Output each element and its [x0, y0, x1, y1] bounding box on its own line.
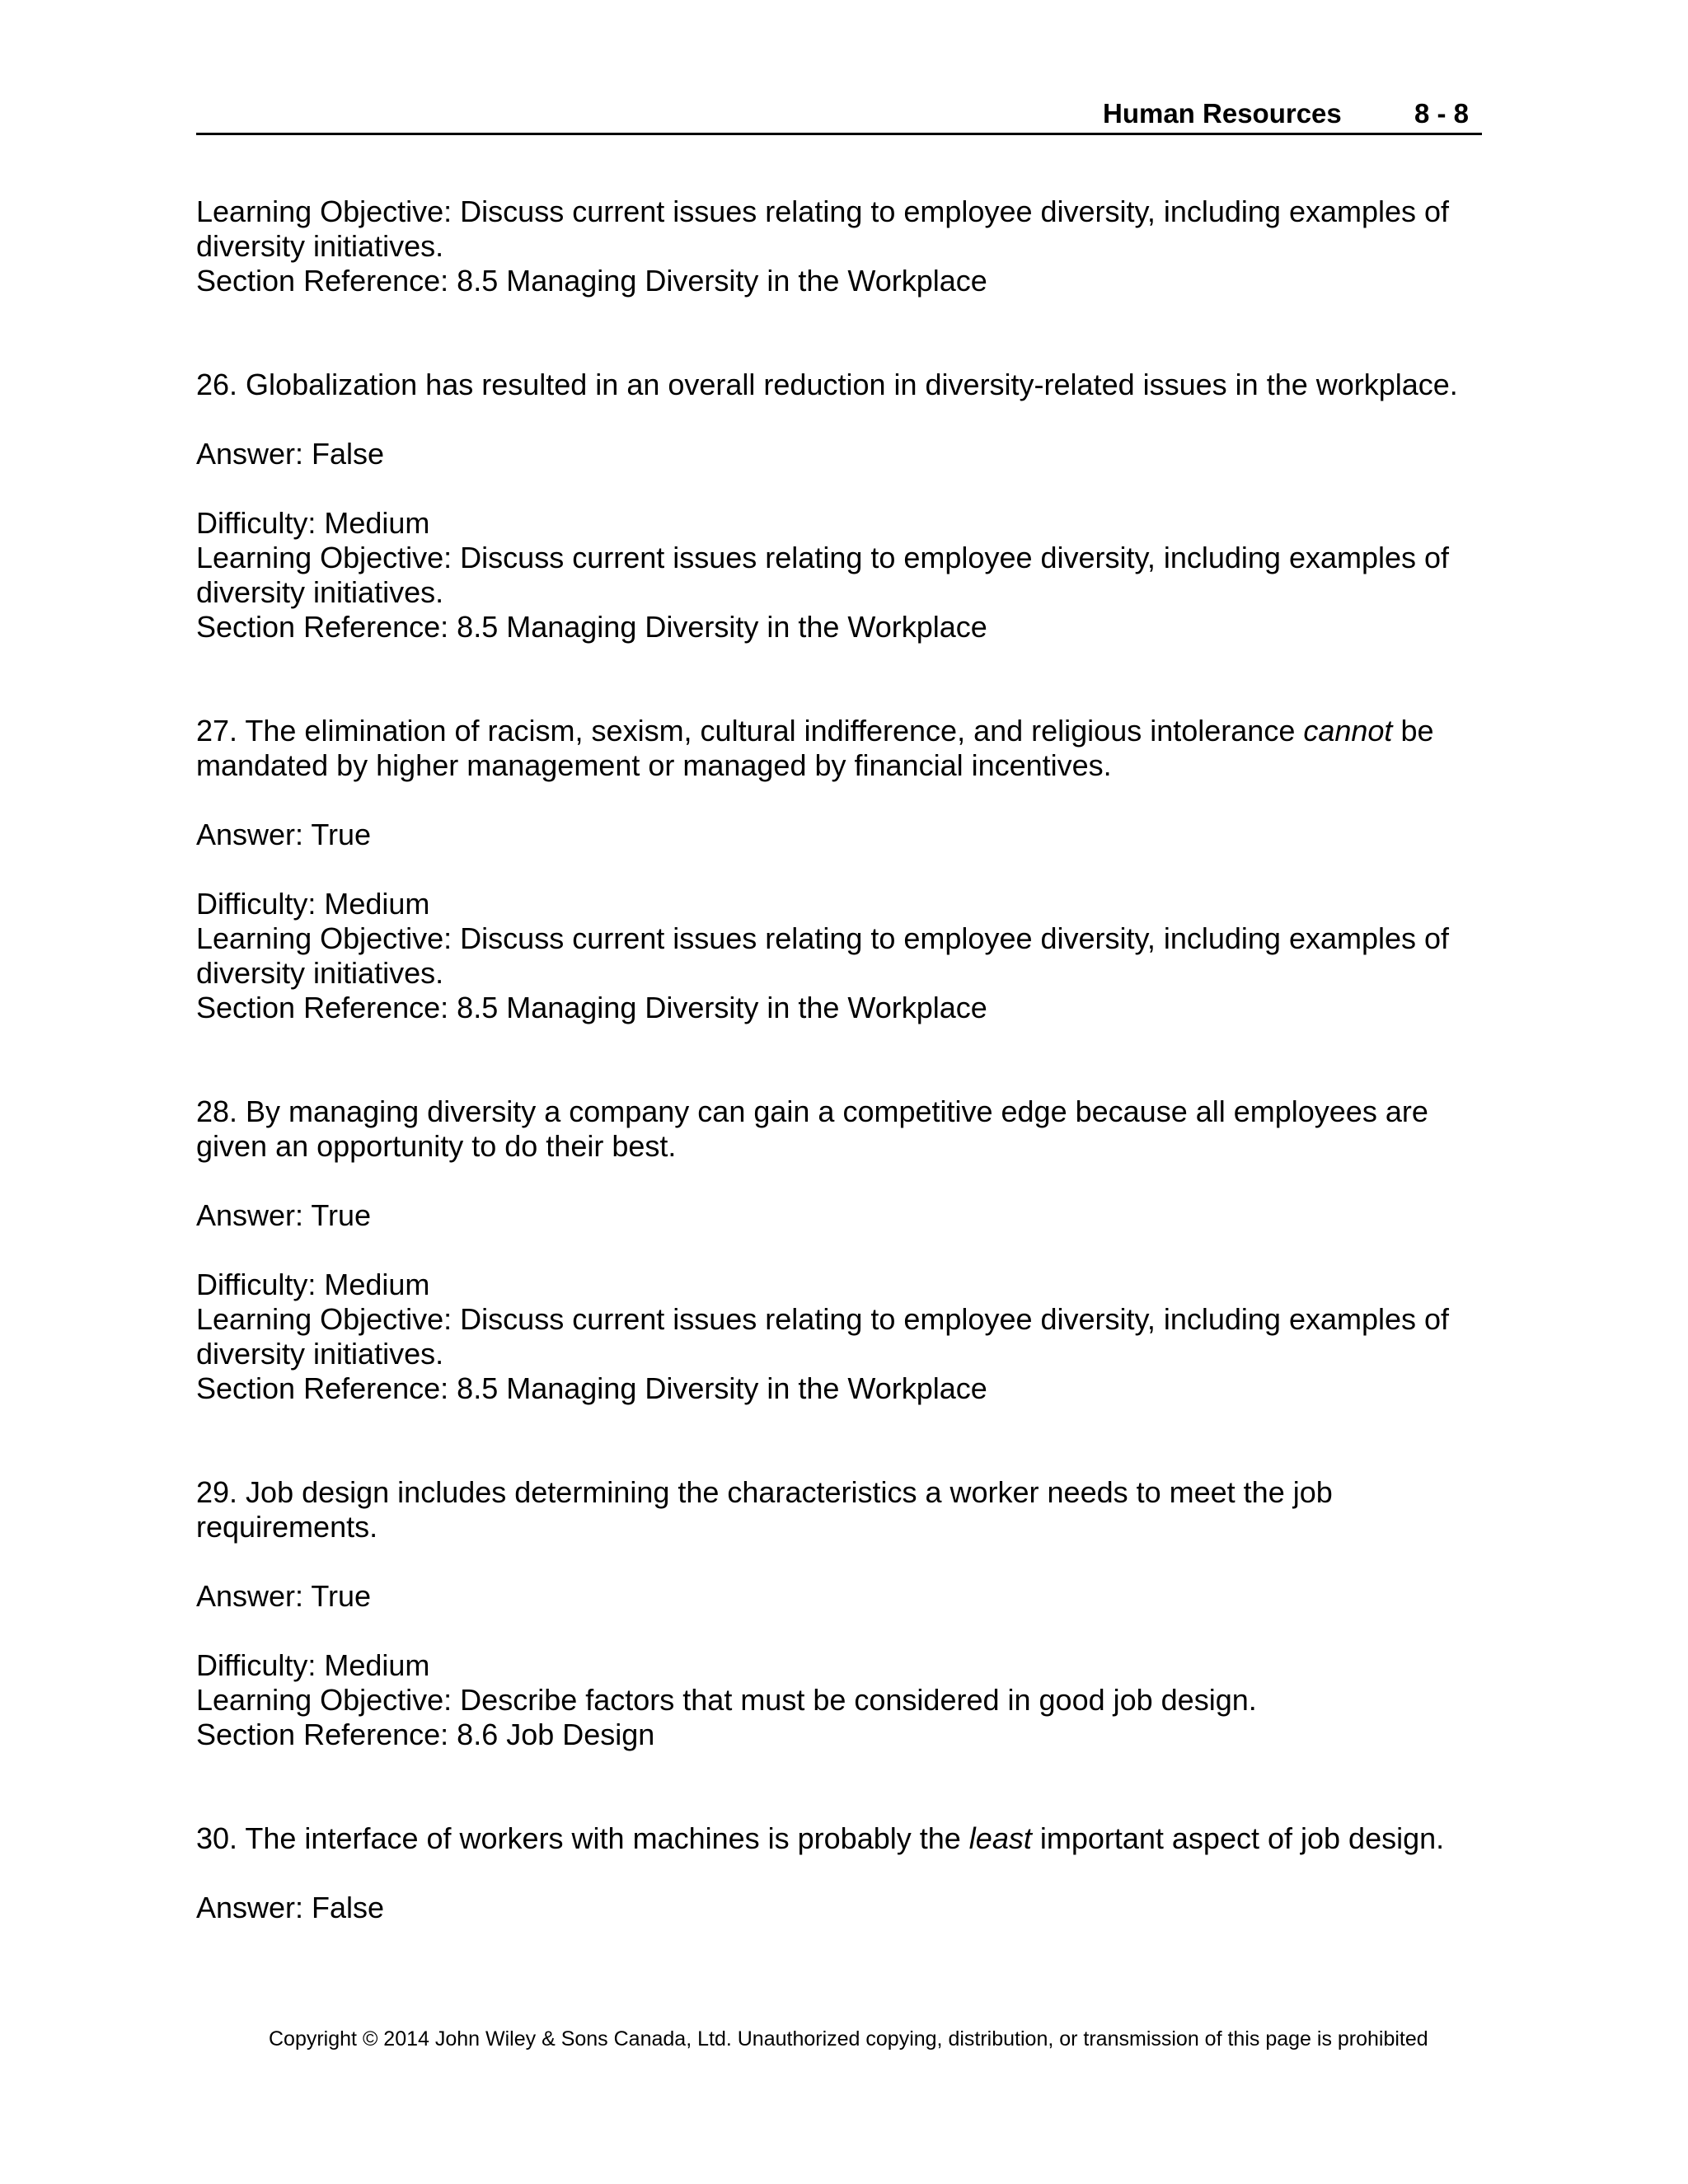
answer: Answer: False: [196, 437, 385, 471]
learning-objective: Learning Objective: Discuss current issues relating to employee diversity, including examples of: [196, 194, 1450, 228]
question-27: [196, 714, 1498, 1025]
question-30: [196, 1821, 1498, 1925]
question-29: [196, 1475, 1498, 1752]
section-reference: Section Reference: 8.5 Managing Diversity in the Workplace: [196, 610, 987, 644]
question-text-end: important aspect of job design.: [1031, 1821, 1445, 1855]
intro-block: [196, 194, 1498, 298]
learning-objective-continued: diversity initiatives.: [196, 575, 444, 609]
answer: Answer: True: [196, 818, 372, 851]
section-reference: Section Reference: 8.5 Managing Diversity in the Workplace: [196, 1371, 987, 1405]
question-text: 29. Job design includes determining the characteristics a worker needs to meet the job: [196, 1475, 1333, 1509]
copyright-footer: Copyright © 2014 John Wiley & Sons Canada, Ltd. Unauthorized copying, distribution, or transmission of this page is prohibited: [269, 2027, 1428, 2050]
question-text: 28. By managing diversity a company can gain a competitive edge because all employees are: [196, 1094, 1428, 1128]
question-text-start: 30. The interface of workers with machines is probably the: [196, 1821, 969, 1855]
section-reference: Section Reference: 8.5 Managing Diversity in the Workplace: [196, 991, 987, 1024]
learning-objective-continued: diversity initiatives.: [196, 229, 444, 263]
learning-objective: Learning Objective: Describe factors that must be considered in good job design.: [196, 1683, 1257, 1717]
question-28: [196, 1094, 1498, 1406]
difficulty: Difficulty: Medium: [196, 506, 430, 540]
difficulty: Difficulty: Medium: [196, 887, 430, 921]
section-reference: Section Reference: 8.6 Job Design: [196, 1718, 655, 1751]
answer: Answer: False: [196, 1891, 385, 1924]
answer: Answer: True: [196, 1579, 372, 1613]
question-text: [196, 1821, 1498, 1856]
difficulty: Difficulty: Medium: [196, 1268, 430, 1301]
learning-objective-continued: diversity initiatives.: [196, 1337, 444, 1371]
emphasis-text: least: [968, 1821, 1032, 1855]
emphasis-text: cannot: [1303, 714, 1393, 748]
document-body: [196, 194, 1498, 1925]
question-text-start: 27. The elimination of racism, sexism, cultural indifference, and religious intolerance: [196, 714, 1304, 748]
answer: Answer: True: [196, 1198, 372, 1232]
learning-objective: Learning Objective: Discuss current issues relating to employee diversity, including examples of: [196, 921, 1450, 955]
page-number: 8 - 8: [1414, 98, 1470, 129]
learning-objective-continued: diversity initiatives.: [196, 956, 444, 990]
question-26: [196, 368, 1498, 644]
learning-objective: Learning Objective: Discuss current issues relating to employee diversity, including examples of: [196, 1302, 1450, 1336]
question-text: 26. Globalization has resulted in an overall reduction in diversity-related issues in the workplace.: [196, 368, 1458, 401]
page-header: [196, 92, 1482, 135]
question-text-end: be: [1392, 714, 1434, 748]
question-text: [196, 714, 1498, 748]
learning-objective: Learning Objective: Discuss current issues relating to employee diversity, including examples of: [196, 541, 1450, 574]
question-text-continued: requirements.: [196, 1510, 378, 1544]
header-title: Human Resources: [1103, 98, 1342, 129]
question-text-continued: given an opportunity to do their best.: [196, 1129, 677, 1163]
difficulty: Difficulty: Medium: [196, 1648, 430, 1682]
section-reference: Section Reference: 8.5 Managing Diversity in the Workplace: [196, 264, 987, 298]
question-text-continued: mandated by higher management or managed by financial incentives.: [196, 748, 1112, 782]
